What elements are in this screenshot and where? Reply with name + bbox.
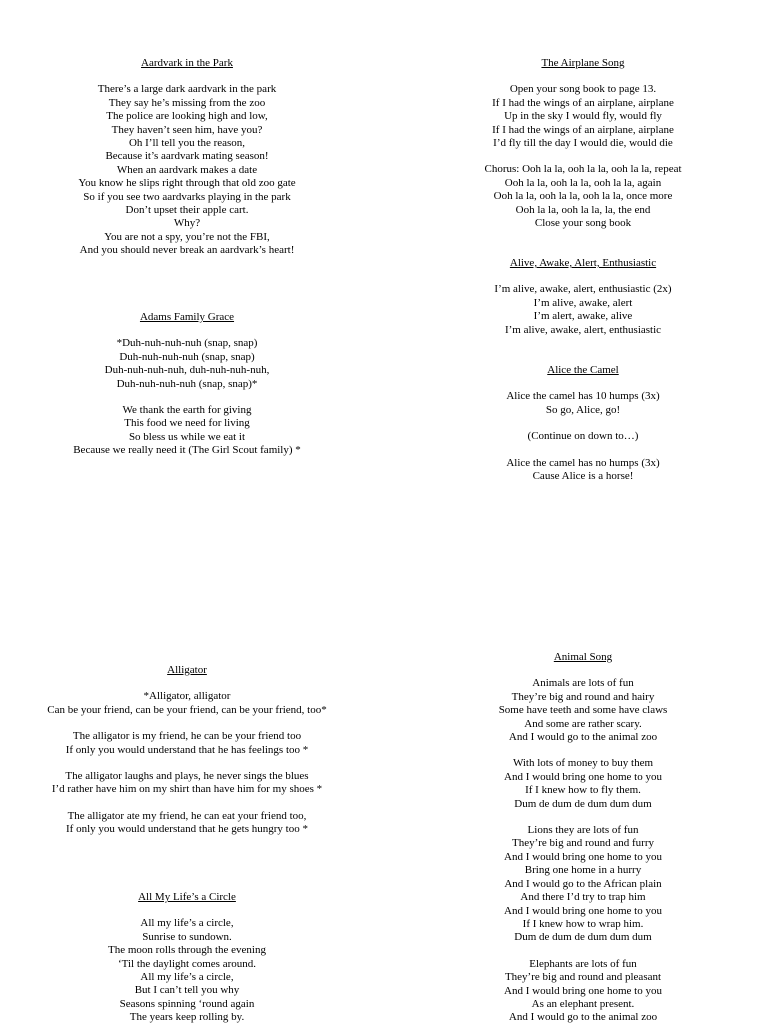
song-stanza	[448, 757, 718, 811]
song-animal-song	[448, 651, 718, 1025]
lyric-line: All my life’s a circle,	[140, 971, 234, 984]
lyric-line: Don’t upset their apple cart.	[125, 204, 249, 217]
lyric-line: If I had the wings of an airplane, airplane	[492, 123, 674, 136]
lyric-line: I’d fly till the day I would die, would die	[493, 137, 673, 150]
lyric-line: So go, Alice, go!	[545, 403, 621, 416]
lyric-line: When an aardvark makes a date	[116, 163, 258, 176]
lyric-line: And I would bring one home to you	[504, 904, 662, 917]
song-title: Adams Family Grace	[139, 311, 235, 323]
lyric-line: And I would go to the animal zoo	[508, 731, 658, 744]
lyric-line: As an elephant present.	[531, 997, 635, 1010]
lyric-line: They’re big and round and furry	[511, 837, 655, 850]
song-adams-family-grace	[52, 311, 322, 458]
lyric-line: If I had the wings of an airplane, airplane	[492, 96, 674, 109]
lyric-line: The moon rolls through the evening	[108, 944, 266, 957]
lyric-line: If I knew how to wrap him.	[522, 917, 644, 930]
song-title: Alive, Awake, Alert, Enthusiastic	[509, 257, 657, 269]
lyric-line: You are not a spy, you’re not the FBI,	[104, 230, 270, 243]
lyric-line: Elephants are lots of fun	[529, 957, 637, 970]
song-stanza	[52, 337, 322, 391]
song-stanza	[47, 730, 327, 757]
lyric-line: I’m alive, awake, alert	[533, 296, 633, 309]
lyric-line: Sunrise to sundown.	[142, 930, 232, 943]
lyric-line: The alligator laughs and plays, he never sings the blues	[65, 770, 309, 783]
lyric-line: You know he slips right through that old zoo gate	[78, 177, 296, 190]
lyric-line: And you should never break an aardvark’s heart!	[79, 244, 295, 257]
song-title: Alice the Camel	[547, 364, 619, 376]
lyric-line: Chorus: Ooh la la, ooh la la, ooh la la, repeat	[484, 163, 682, 176]
lyric-line: Animals are lots of fun	[532, 677, 634, 690]
song-stanza	[448, 283, 718, 337]
lyric-line: And I would bring one home to you	[504, 850, 662, 863]
lyric-line: Lions they are lots of fun	[527, 824, 639, 837]
lyric-line: They’re big and round and pleasant	[504, 971, 662, 984]
lyric-line: They haven’t seen him, have you?	[111, 123, 263, 136]
song-stanza	[52, 404, 322, 458]
lyric-line: Open your song book to page 13.	[509, 83, 657, 96]
lyric-line: The alligator ate my friend, he can eat your friend too,	[67, 809, 307, 822]
lyric-line: Duh-nuh-nuh-nuh (snap, snap)*	[116, 377, 258, 390]
lyric-line: Bring one home in a hurry	[524, 864, 642, 877]
lyric-line: Alice the camel has no humps (3x)	[506, 456, 660, 469]
lyric-line: We thank the earth for giving	[122, 404, 252, 417]
lyric-line: So bless us while we eat it	[128, 430, 246, 443]
lyric-line: *Alligator, alligator	[143, 690, 231, 703]
lyric-line: Close your song book	[534, 217, 632, 230]
lyric-line: They say he’s missing from the zoo	[108, 96, 266, 109]
song-alligator	[47, 664, 327, 837]
song-stanza	[448, 677, 718, 744]
lyric-line: Because it’s aardvark mating season!	[105, 150, 269, 163]
lyric-line: Duh-nuh-nuh-nuh, duh-nuh-nuh-nuh,	[104, 364, 270, 377]
lyric-line: Dum de dum de dum dum dum	[514, 797, 652, 810]
song-stanza	[52, 83, 322, 257]
lyric-line: Ooh la la, ooh la la, ooh la la, again	[504, 176, 662, 189]
lyric-line: The alligator is my friend, he can be your friend too	[72, 730, 302, 743]
lyric-line: ‘Til the daylight comes around.	[118, 957, 256, 970]
lyric-line: All my life’s a circle,	[140, 917, 234, 930]
lyric-line: The years keep rolling by.	[129, 1011, 245, 1024]
lyric-line: Dum de dum de dum dum dum	[514, 931, 652, 944]
song-stanza	[47, 810, 327, 837]
lyric-line: I’m alive, awake, alert, enthusiastic	[504, 323, 662, 336]
song-stanza	[448, 430, 718, 443]
lyric-line: I’d rather have him on my shirt than have him for my shoes *	[51, 783, 323, 796]
lyric-line: Because we really need it (The Girl Scout family) *	[73, 444, 301, 457]
lyric-line: They’re big and round and hairy	[511, 690, 655, 703]
lyric-line: There’s a large dark aardvark in the park	[97, 83, 277, 96]
lyric-line: Ooh la la, ooh la la, ooh la la, once more	[493, 190, 673, 203]
lyric-line: This food we need for living	[124, 417, 250, 430]
lyric-line: If only you would understand that he has feelings too *	[65, 743, 309, 756]
lyric-line: The police are looking high and low,	[106, 110, 268, 123]
song-stanza	[448, 457, 718, 484]
lyric-line: Ooh la la, ooh la la, la, the end	[515, 203, 651, 216]
lyric-line: Duh-nuh-nuh-nuh (snap, snap)	[119, 350, 255, 363]
song-stanza	[47, 690, 327, 717]
song-title: All My Life’s a Circle	[138, 891, 236, 903]
song-stanza	[448, 958, 718, 1025]
lyric-line: With lots of money to buy them	[512, 757, 654, 770]
lyric-line: I’m alive, awake, alert, enthusiastic (2x)	[494, 283, 672, 296]
song-title: Aardvark in the Park	[141, 57, 233, 69]
song-title: Alligator	[167, 664, 207, 676]
lyric-line: And there I’d try to trap him	[520, 891, 646, 904]
lyric-line: Why?	[173, 217, 201, 230]
lyric-line: Alice the camel has 10 humps (3x)	[506, 390, 660, 403]
lyric-line: And I would go to the animal zoo	[508, 1011, 658, 1024]
lyric-line: I’m alert, awake, alive	[533, 310, 633, 323]
song-all-my-lifes-a-circle	[52, 891, 322, 1025]
song-alice-the-camel	[448, 364, 718, 483]
lyric-line: Can be your friend, can be your friend, can be your friend, too*	[47, 703, 327, 716]
song-stanza	[448, 824, 718, 945]
lyric-line: If only you would understand that he gets hungry too *	[66, 823, 308, 836]
lyric-line: If I knew how to fly them.	[525, 784, 641, 797]
song-title: The Airplane Song	[541, 57, 625, 69]
lyric-line: *Duh-nuh-nuh-nuh (snap, snap)	[116, 337, 258, 350]
lyric-line: And some are rather scary.	[524, 717, 642, 730]
song-alive-awake-alert-enthusiastic	[448, 257, 718, 337]
song-title: Animal Song	[553, 651, 613, 663]
song-stanza	[448, 83, 718, 150]
lyric-line: Seasons spinning ‘round again	[119, 997, 255, 1010]
lyric-line: But I can’t tell you why	[134, 984, 240, 997]
lyric-line: And I would bring one home to you	[504, 984, 662, 997]
lyric-line: Cause Alice is a horse!	[532, 470, 634, 483]
lyric-line: Some have teeth and some have claws	[498, 704, 668, 717]
song-stanza	[52, 917, 322, 1024]
song-the-airplane-song	[448, 57, 718, 230]
song-aardvark-in-the-park	[52, 57, 322, 258]
song-stanza	[448, 390, 718, 417]
lyric-line: And I would go to the African plain	[504, 877, 662, 890]
lyric-line: Oh I’ll tell you the reason,	[128, 137, 246, 150]
lyric-line: (Continue on down to…)	[527, 430, 639, 443]
lyric-line: So if you see two aardvarks playing in the park	[83, 190, 291, 203]
lyric-line: Up in the sky I would fly, would fly	[504, 110, 662, 123]
song-stanza	[47, 770, 327, 797]
song-stanza	[448, 163, 718, 230]
lyric-line: And I would bring one home to you	[504, 770, 662, 783]
